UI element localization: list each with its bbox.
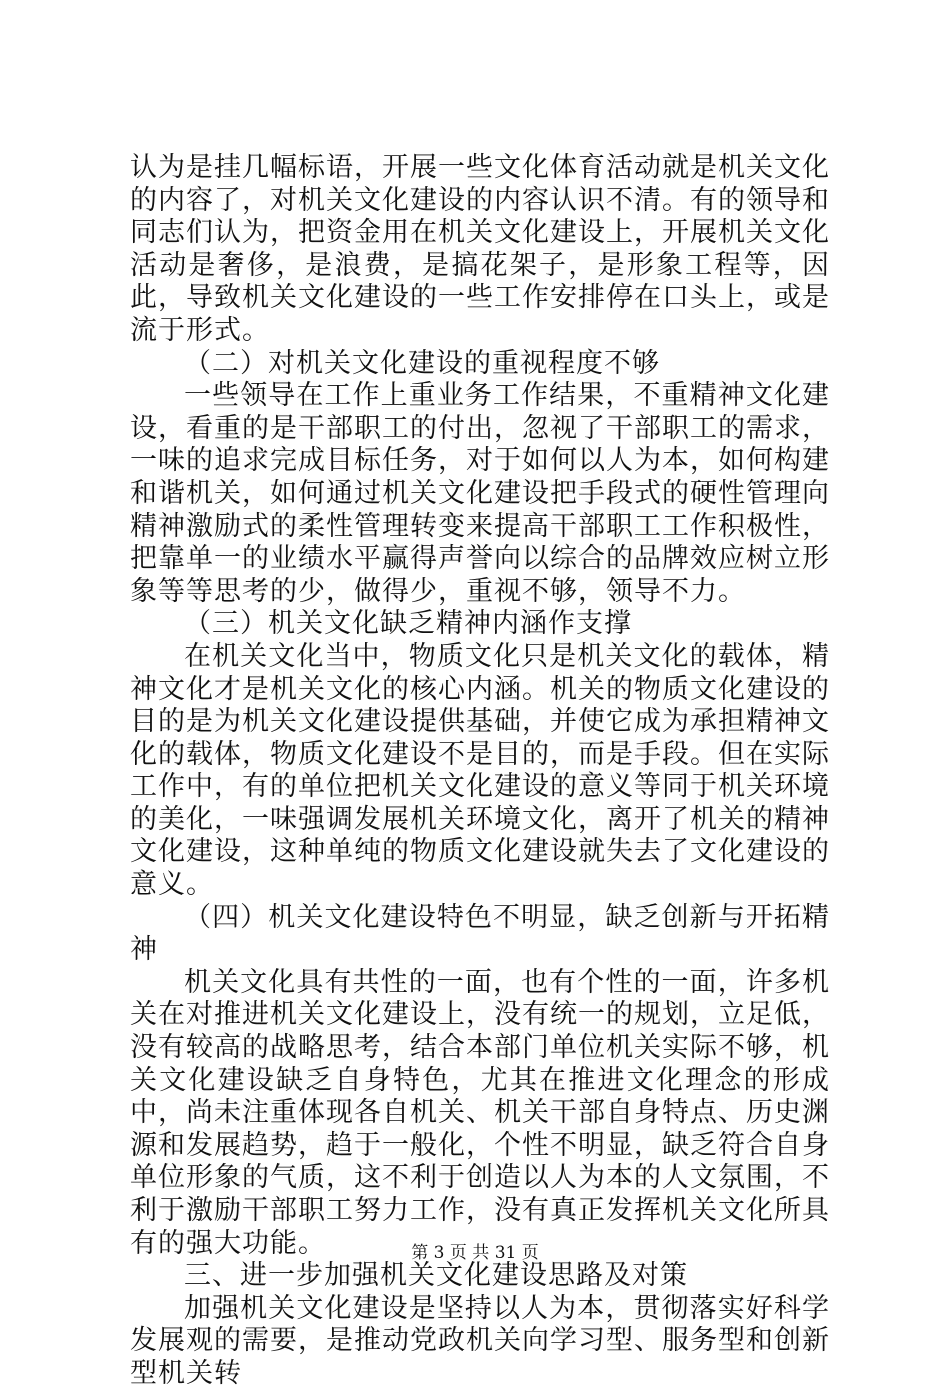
page-footer: 第 3 页 共 31 页	[411, 1243, 539, 1263]
section-heading-2: （二）对机关文化建设的重视程度不够	[184, 347, 660, 379]
document-body	[130, 152, 830, 1391]
paragraph-body: 一些领导在工作上重业务工作结果，不重精神文化建设，看重的是干部职工的付出，忽视了干部职工的需求，一味的追求完成目标任务，对于如何以人为本，如何构建和谐机关，如何通过机关文化建设把手段式的硬性管理向精神激励式的柔性管理转变来提高干部职工工作积极性，把靠单一的业绩水平赢得声誉向以综合的品牌效应树立形象等等思考的少，做得少，重视不够，领导不力。	[130, 380, 830, 607]
paragraph-body: 机关文化具有共性的一面，也有个性的一面，许多机关在对推进机关文化建设上，没有统一的规划，立足低，没有较高的战略思考，结合本部门单位机关实际不够，机关文化建设缺乏自身特色，尤其在推进文化理念的形成中，尚未注重体现各自机关、机关干部自身特点、历史渊源和发展趋势，趋于一般化，个性不明显，缺乏符合自身单位形象的气质，这不利于创造以人为本的人文氛围，不利于激励干部职工努力工作，没有真正发挥机关文化所具有的强大功能。	[130, 966, 830, 1259]
section-heading-3: （三）机关文化缺乏精神内涵作支撑	[184, 608, 632, 640]
paragraph-continuation: 认为是挂几幅标语，开展一些文化体育活动就是机关文化的内容了，对机关文化建设的内容认识不清。有的领导和同志们认为，把资金用在机关文化建设上，开展机关文化活动是奢侈，是浪费，是搞花架子，是形象工程等，因此，导致机关文化建设的一些工作安排停在口头上，或是流于形式。	[130, 152, 830, 346]
paragraph-body: 加强机关文化建设是坚持以人为本，贯彻落实好科学发展观的需要，是推动党政机关向学习型、服务型和创新型机关转	[130, 1292, 830, 1389]
chapter-heading-3: 三、进一步加强机关文化建设思路及对策	[184, 1260, 688, 1292]
section-heading-4: （四）机关文化建设特色不明显，缺乏创新与开拓精神	[130, 901, 830, 966]
paragraph-body: 在机关文化当中，物质文化只是机关文化的载体，精神文化才是机关文化的核心内涵。机关的物质文化建设的目的是为机关文化建设提供基础，并使它成为承担精神文化的载体，物质文化建设不是目的，而是手段。但在实际工作中，有的单位把机关文化建设的意义等同于机关环境的美化，一味强调发展机关环境文化，离开了机关的精神文化建设，这种单纯的物质文化建设就失去了文化建设的意义。	[130, 640, 830, 901]
